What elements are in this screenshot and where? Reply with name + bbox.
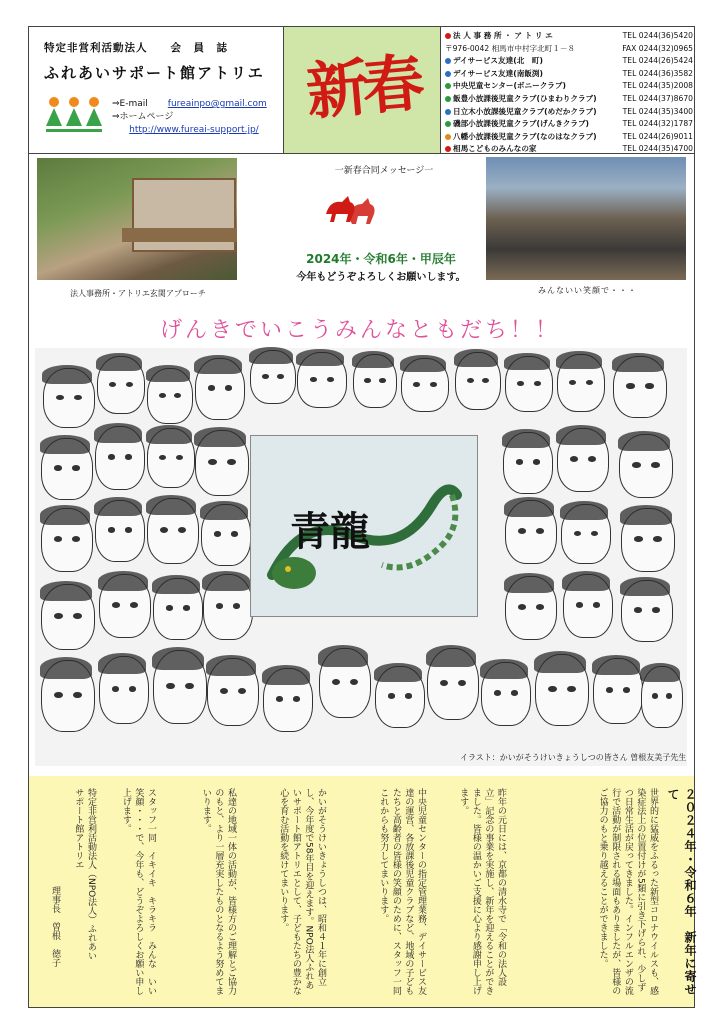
contact-phone: TEL 0244(26)5424 bbox=[622, 56, 693, 66]
portrait-sketch bbox=[201, 504, 251, 566]
contact-row bbox=[445, 43, 693, 56]
contact-phone: TEL 0244(35)3400 bbox=[622, 106, 693, 116]
contact-row bbox=[445, 131, 693, 144]
portrait-sketch bbox=[503, 432, 553, 494]
bullet-icon bbox=[445, 109, 451, 115]
portrait-sketch bbox=[195, 430, 249, 496]
group-photo bbox=[486, 157, 686, 280]
bullet-icon bbox=[445, 121, 451, 127]
contact-row bbox=[445, 143, 693, 156]
portrait-sketch bbox=[99, 656, 149, 724]
portrait-sketch bbox=[263, 668, 313, 732]
illustration-credit: イラスト：かいがそうけいきょうしつの皆さん 曽根友美子先生 bbox=[460, 753, 687, 762]
slogan: げんきでいこうみんなともだち！！ bbox=[159, 318, 560, 343]
portrait-sketch bbox=[535, 654, 589, 726]
portrait-sketch bbox=[41, 438, 93, 500]
portrait-sketch bbox=[561, 504, 611, 564]
portrait-sketch bbox=[319, 648, 371, 718]
homepage-label: ⇒ホームページ bbox=[112, 112, 174, 122]
signature-org: 特定非営利活動法人（NPO法人）ふれあいサポート館アトリエ bbox=[73, 788, 96, 961]
portrait-sketch bbox=[563, 574, 613, 638]
contact-row bbox=[445, 93, 693, 106]
contact-row bbox=[445, 30, 693, 43]
portrait-sketch bbox=[505, 576, 557, 640]
contact-list bbox=[445, 30, 693, 156]
contact-name: 法 人 事 務 所 ・ ア ト リ エ bbox=[453, 31, 553, 40]
portrait-sketch bbox=[250, 350, 296, 404]
office-photo-caption: 法人事務所・アトリエ玄関アプローチ bbox=[70, 289, 206, 298]
signature-name: 理事長 曽根 徳子 bbox=[50, 886, 60, 967]
bullet-icon bbox=[445, 58, 451, 64]
contact-name: 八幡小放課後児童クラブ(なのはなクラブ) bbox=[453, 131, 597, 141]
portrait-sketch bbox=[401, 358, 449, 412]
contact-phone: TEL 0244(37)8670 bbox=[622, 93, 693, 103]
portrait-sketch bbox=[621, 580, 673, 642]
contact-name: デイサービス友達(北 町) bbox=[453, 56, 543, 66]
contact-info bbox=[112, 98, 267, 137]
bullet-icon bbox=[445, 146, 451, 152]
header-divider bbox=[29, 153, 694, 154]
portrait-sketch bbox=[557, 354, 605, 412]
portrait-sketch bbox=[613, 356, 667, 418]
portrait-sketch bbox=[153, 650, 207, 724]
contact-phone: FAX 0244(32)0965 bbox=[622, 43, 693, 53]
bullet-icon bbox=[445, 71, 451, 77]
contact-phone: TEL 0244(36)3582 bbox=[622, 68, 693, 78]
org-type: 特定非営利活動法人 会 員 誌 bbox=[44, 42, 228, 54]
article-paragraph-6: スタッフ一同 イキイキ キラキラ みんな いい笑顔・・・で、今年も、どうぞよろしくお願い申し上げます。 bbox=[120, 788, 156, 995]
contact-phone: TEL 0244(35)2008 bbox=[622, 81, 693, 91]
message-heading: 一新春合同メッセージ一 bbox=[334, 166, 434, 176]
portrait-sketch bbox=[455, 352, 501, 410]
org-name: ふれあいサポート館アトリエ bbox=[44, 64, 265, 82]
contact-name: 相馬こどものみんなの家 bbox=[453, 144, 537, 154]
contact-phone: TEL 0244(32)1787 bbox=[622, 119, 693, 129]
bullet-icon bbox=[445, 134, 451, 140]
portrait-sketch bbox=[375, 666, 425, 728]
email-label: ⇒E-mail bbox=[112, 99, 148, 109]
portrait-sketch bbox=[427, 648, 479, 720]
bullet-icon bbox=[445, 33, 451, 39]
org-logo-icon bbox=[44, 96, 104, 136]
bullet-icon bbox=[445, 83, 451, 89]
portrait-sketch bbox=[353, 354, 397, 408]
portrait-sketch bbox=[505, 500, 557, 564]
article-paragraph-5: 私達の地域一体の活動が、皆様方のご理解とご協力のもと、より一層充実したものとなるよう努めてまいります。 bbox=[200, 788, 236, 995]
page-title: 新春 bbox=[303, 46, 422, 129]
contact-name: 〒976-0042 相馬市中村字北町１－８ bbox=[445, 43, 576, 53]
year-line: 2024年・令和6年・甲辰年 bbox=[306, 252, 456, 266]
portrait-sketch bbox=[641, 666, 683, 728]
contact-name: デイサービス友達(南飯渕) bbox=[453, 68, 543, 78]
contact-row bbox=[445, 68, 693, 81]
contact-phone: TEL 0244(35)4700 bbox=[622, 144, 693, 154]
portrait-sketch bbox=[195, 358, 245, 420]
article-paragraph-1: 世界的に猛威をふるった新型コロナウイルスも、感染症法上の位置付けが5類に引き下げられ、少しずつ日常生活が戻ってきました。インフルエンザの流行で活動が制限される場面もありましたが、皆様のご協力のもと乗り越えることができました。 bbox=[597, 788, 658, 995]
portrait-sketch bbox=[207, 658, 259, 726]
contact-phone: TEL 0244(36)5420 bbox=[622, 31, 693, 40]
portrait-sketch bbox=[99, 574, 151, 638]
article-paragraph-2: 昨年の元日には、京都の清水寺で「令和の法人設立」記念の事業を実施し、新年を迎えることができました。皆様の温かいご支援に心より感謝申し上げます。 bbox=[458, 788, 506, 995]
new-year-article bbox=[29, 776, 697, 1007]
portrait-sketch bbox=[203, 574, 253, 640]
portrait-sketch bbox=[97, 356, 145, 414]
portrait-sketch bbox=[593, 658, 643, 724]
portrait-sketch bbox=[297, 352, 347, 408]
portrait-sketch bbox=[43, 368, 95, 428]
portrait-sketch bbox=[95, 500, 145, 562]
portrait-sketch bbox=[147, 498, 199, 564]
portrait-sketch bbox=[95, 426, 145, 490]
contact-name: 中央児童センター(ボニークラブ) bbox=[453, 81, 566, 91]
portrait-sketch bbox=[41, 584, 95, 650]
portrait-sketch bbox=[41, 508, 93, 572]
contact-row bbox=[445, 80, 693, 93]
portrait-sketch bbox=[621, 508, 675, 572]
portrait-sketch bbox=[41, 660, 95, 732]
greeting: 今年もどうぞよろしくお願いします。 bbox=[296, 272, 466, 283]
horse-logo-icon bbox=[322, 192, 378, 226]
email-link[interactable]: fureainpo@gmail.com bbox=[167, 99, 267, 109]
homepage-link[interactable]: http://www.fureai-support.jp/ bbox=[129, 125, 259, 135]
office-photo bbox=[37, 158, 237, 280]
article-heading: ２０２４年・令和６年 新年に寄せて bbox=[666, 788, 697, 996]
group-photo-caption: みんないい笑顔で・・・ bbox=[538, 286, 637, 295]
article-paragraph-3: 中央児童センターの指定管理業務、デイサービス友達の運営、各放課後児童クラブなど、地域の子どもたちと高齢者の皆様の笑顔のために、スタッフ一同これからも努力してまいります。 bbox=[378, 788, 426, 995]
portrait-sketch bbox=[153, 578, 203, 640]
bullet-icon bbox=[445, 96, 451, 102]
article-paragraph-4: かいがそうけいきょうしつは、昭和４１年に創立し、今年度で58年目を迎えます。NPO法人ふれあいサポート館アトリエとして、子どもたちの豊かな心を育む活動を続けてまいります。 bbox=[278, 788, 326, 995]
contact-name: 飯豊小放課後児童クラブ(ひまわりクラブ) bbox=[453, 93, 597, 103]
dragon-kanji: 青龍 bbox=[290, 508, 370, 555]
portrait-sketch bbox=[619, 434, 673, 498]
portrait-sketch bbox=[147, 368, 193, 424]
contact-row bbox=[445, 55, 693, 68]
portrait-sketch bbox=[481, 662, 531, 726]
contact-row bbox=[445, 106, 693, 119]
contact-row bbox=[445, 118, 693, 131]
contact-name: 日立木小放課後児童クラブ(めだかクラブ) bbox=[453, 106, 597, 116]
portrait-sketch bbox=[505, 356, 553, 412]
contact-name: 磯部小放課後児童クラブ(げんきクラブ) bbox=[453, 119, 590, 129]
contact-phone: TEL 0244(26)9011 bbox=[622, 131, 693, 141]
portrait-sketch bbox=[147, 428, 195, 488]
portrait-sketch bbox=[557, 428, 609, 492]
